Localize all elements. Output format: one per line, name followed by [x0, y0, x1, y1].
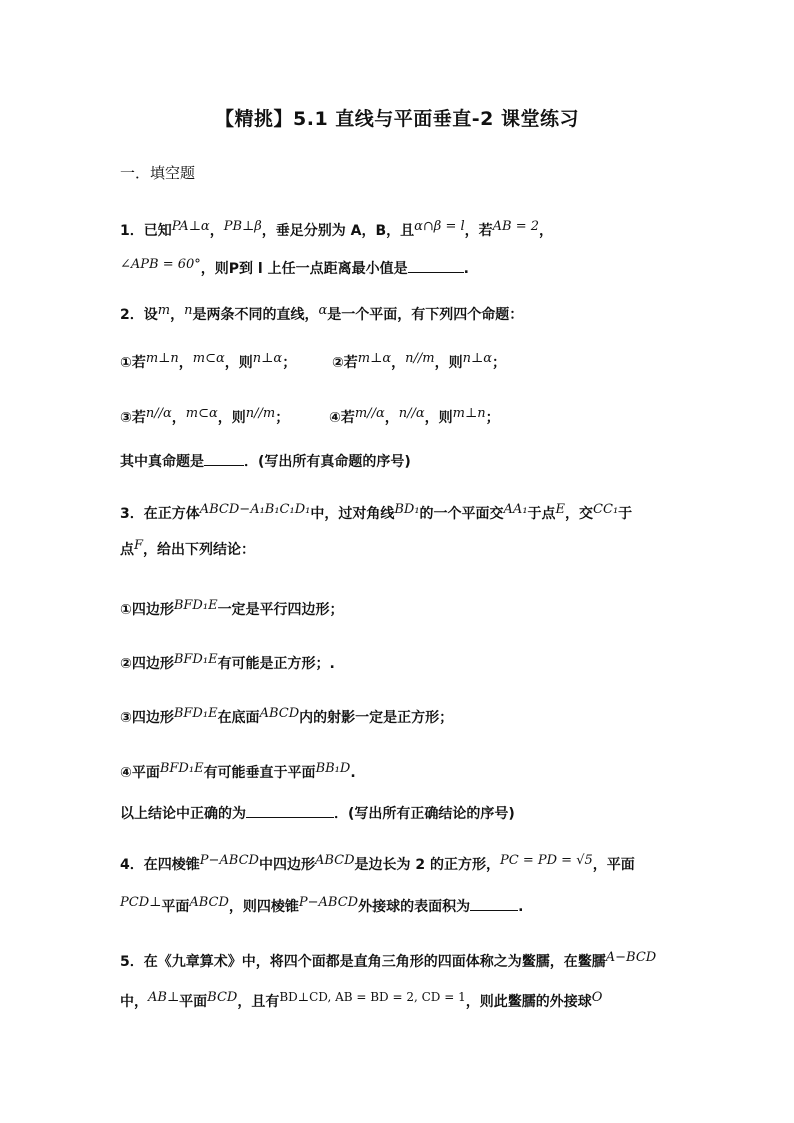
q2-text: ，则	[217, 410, 246, 426]
q2-text: ，则	[224, 355, 253, 371]
q2-text: 其中真命题是	[120, 454, 204, 470]
q2-text: ，则	[434, 355, 463, 371]
q2-math: m⊂α	[192, 351, 225, 366]
q2-line-1	[120, 304, 680, 327]
q1-text: 1．已知	[120, 223, 172, 239]
q4-text: 是边长为 2 的正方形，	[354, 857, 501, 873]
q1-math: PB⊥β	[223, 219, 262, 234]
q4-text: ，平面	[592, 857, 635, 873]
q4-text: 中四边形	[258, 857, 315, 873]
q3-text: .	[350, 765, 356, 781]
q3-text: 以上结论中正确的为	[120, 806, 246, 822]
q2-text: ，	[170, 307, 185, 323]
q3-conclusion-1	[120, 599, 680, 622]
q3-text: 于	[618, 506, 633, 522]
q3-math: ABCD	[259, 706, 300, 721]
q2-text: ．(写出所有真命题的序号)	[244, 454, 411, 470]
q4-math: PCD⊥	[120, 895, 162, 910]
q4-math: P−ABCD	[199, 853, 259, 868]
q4-math: ABCD	[189, 895, 229, 910]
q3-text: ②四边形	[120, 656, 174, 672]
q2-text: ；	[485, 410, 500, 426]
q3-text: 内的射影一定是正方形；	[299, 710, 454, 726]
q1-line-1	[120, 220, 680, 243]
q4-text: 外接球的表面积为	[358, 899, 471, 915]
q2-text: ，	[384, 410, 399, 426]
q3-line-2	[120, 539, 680, 562]
q2-propositions-1	[120, 352, 680, 375]
q3-text: 一定是平行四边形；	[217, 602, 344, 618]
q4-line-1	[120, 854, 680, 877]
q2-math: n	[184, 303, 193, 318]
q3-math: BB₁D	[315, 761, 351, 776]
q1-text: ，则P到 l 上任一点距离最小值是	[200, 261, 408, 277]
q3-text: ①四边形	[120, 602, 174, 618]
q3-text: 有可能垂直于平面	[203, 765, 316, 781]
q3-text: 在底面	[217, 710, 260, 726]
q5-math: BCD	[207, 990, 238, 1005]
q3-text: 于点	[527, 506, 556, 522]
q1-text: ，	[539, 223, 554, 239]
q2-math: m	[157, 303, 171, 318]
q2-math: n//m	[405, 351, 435, 366]
q2-text: ；	[275, 410, 290, 426]
q4-text: 4．在四棱锥	[120, 857, 200, 873]
answer-blank[interactable]	[246, 803, 334, 818]
q2-math: n//α	[398, 406, 425, 421]
q3-answer-line	[120, 803, 680, 825]
q1-text: ，	[209, 223, 224, 239]
page-title: 【精挑】5.1 直线与平面垂直-2 课堂练习	[215, 108, 579, 130]
q3-text: 中，过对角线	[310, 506, 395, 522]
q2-text: 是两条不同的直线，	[192, 307, 319, 323]
q2-math: n//α	[145, 406, 172, 421]
q2-math: m⊂α	[185, 406, 218, 421]
q5-line-2	[120, 991, 680, 1014]
q2-text: ，	[171, 410, 186, 426]
q4-math: PC = PD = √5	[500, 853, 593, 868]
q3-math: BFD₁E	[173, 598, 218, 613]
q4-text: 平面	[161, 899, 190, 915]
q2-math: n⊥α	[462, 351, 492, 366]
q3-math: ABCD−A₁B₁C₁D₁	[199, 502, 311, 517]
q2-text: ，	[178, 355, 193, 371]
q3-conclusion-3	[120, 707, 680, 730]
q1-math: α∩β = l	[414, 219, 465, 234]
q2-math: α	[318, 303, 328, 318]
q2-text: ③若	[120, 410, 146, 426]
q1-text: ，垂足分别为 A，B，且	[261, 223, 415, 239]
q2-math: m⊥α	[357, 351, 392, 366]
q3-line-1	[120, 503, 680, 526]
q2-text: ；	[492, 355, 506, 371]
q3-text: 3．在正方体	[120, 506, 200, 522]
q3-text: ④平面	[120, 765, 160, 781]
q2-text: 2．设	[120, 307, 158, 323]
q2-text: ，则	[424, 410, 453, 426]
q3-math: AA₁	[503, 502, 528, 517]
answer-blank[interactable]	[470, 896, 518, 911]
q5-text: 中，	[120, 994, 148, 1010]
q3-math: CC₁	[593, 502, 619, 517]
q1-line-2	[120, 258, 680, 281]
q5-text: 平面	[179, 994, 208, 1010]
q3-text: ③四边形	[120, 710, 174, 726]
q1-math: AB = 2	[492, 219, 540, 234]
q3-text: ，交	[565, 506, 594, 522]
q4-math: P−ABCD	[298, 895, 359, 910]
q5-math: O	[591, 990, 603, 1005]
answer-blank[interactable]	[408, 258, 464, 273]
q3-math: F	[134, 538, 144, 553]
q5-text: ，则此鳖臑的外接球	[465, 994, 592, 1010]
q5-math: BD⊥CD, AB = BD = 2, CD = 1	[279, 990, 466, 1004]
answer-blank[interactable]	[204, 451, 244, 466]
q3-text: 有可能是正方形；.	[217, 656, 335, 672]
q2-text: ④若	[329, 410, 355, 426]
q2-text: ；	[282, 355, 297, 371]
q3-math: BFD₁E	[159, 761, 204, 776]
q2-text: ①若	[120, 355, 146, 371]
q3-text: 点	[120, 542, 134, 558]
section-heading: 一．填空题	[120, 164, 196, 182]
q2-math: m//α	[354, 406, 385, 421]
q2-text: ，	[391, 355, 406, 371]
q2-math: n//m	[245, 406, 276, 421]
q3-math: BFD₁E	[173, 652, 218, 667]
q2-propositions-2	[120, 407, 680, 430]
q3-math: BFD₁E	[173, 706, 218, 721]
q1-text: .	[463, 261, 469, 277]
q3-text: ．(写出所有正确结论的序号)	[334, 806, 515, 822]
q2-math: m⊥n	[452, 406, 486, 421]
q2-math: m⊥n	[145, 351, 179, 366]
q3-math: E	[555, 502, 566, 517]
q3-text: ，给出下列结论：	[143, 542, 256, 558]
q4-line-2	[120, 896, 680, 919]
q1-math: ∠APB = 60°	[120, 257, 201, 272]
q3-text: 的一个平面交	[419, 506, 504, 522]
q5-line-1	[120, 951, 680, 974]
q2-math: n⊥α	[252, 351, 283, 366]
q5-math: AB⊥	[148, 990, 180, 1005]
q2-text: ②若	[331, 355, 358, 371]
q1-text: ，若	[464, 223, 493, 239]
q4-math: ABCD	[314, 853, 355, 868]
q3-conclusion-4	[120, 762, 680, 785]
q1-math: PA⊥α	[171, 219, 210, 234]
q2-text: 是一个平面，有下列四个命题：	[327, 307, 524, 323]
q5-text: ，且有	[237, 994, 280, 1010]
q2-answer-line	[120, 451, 680, 473]
q5-text: 5．在《九章算术》中，将四个面都是直角三角形的四面体称之为鳖臑，在鳖臑	[120, 954, 606, 970]
q3-math: BD₁	[394, 502, 420, 517]
q4-text: ，则四棱锥	[228, 899, 299, 915]
q5-math: A−BCD	[605, 950, 657, 965]
q3-conclusion-2	[120, 653, 680, 676]
q4-text: .	[518, 899, 524, 915]
